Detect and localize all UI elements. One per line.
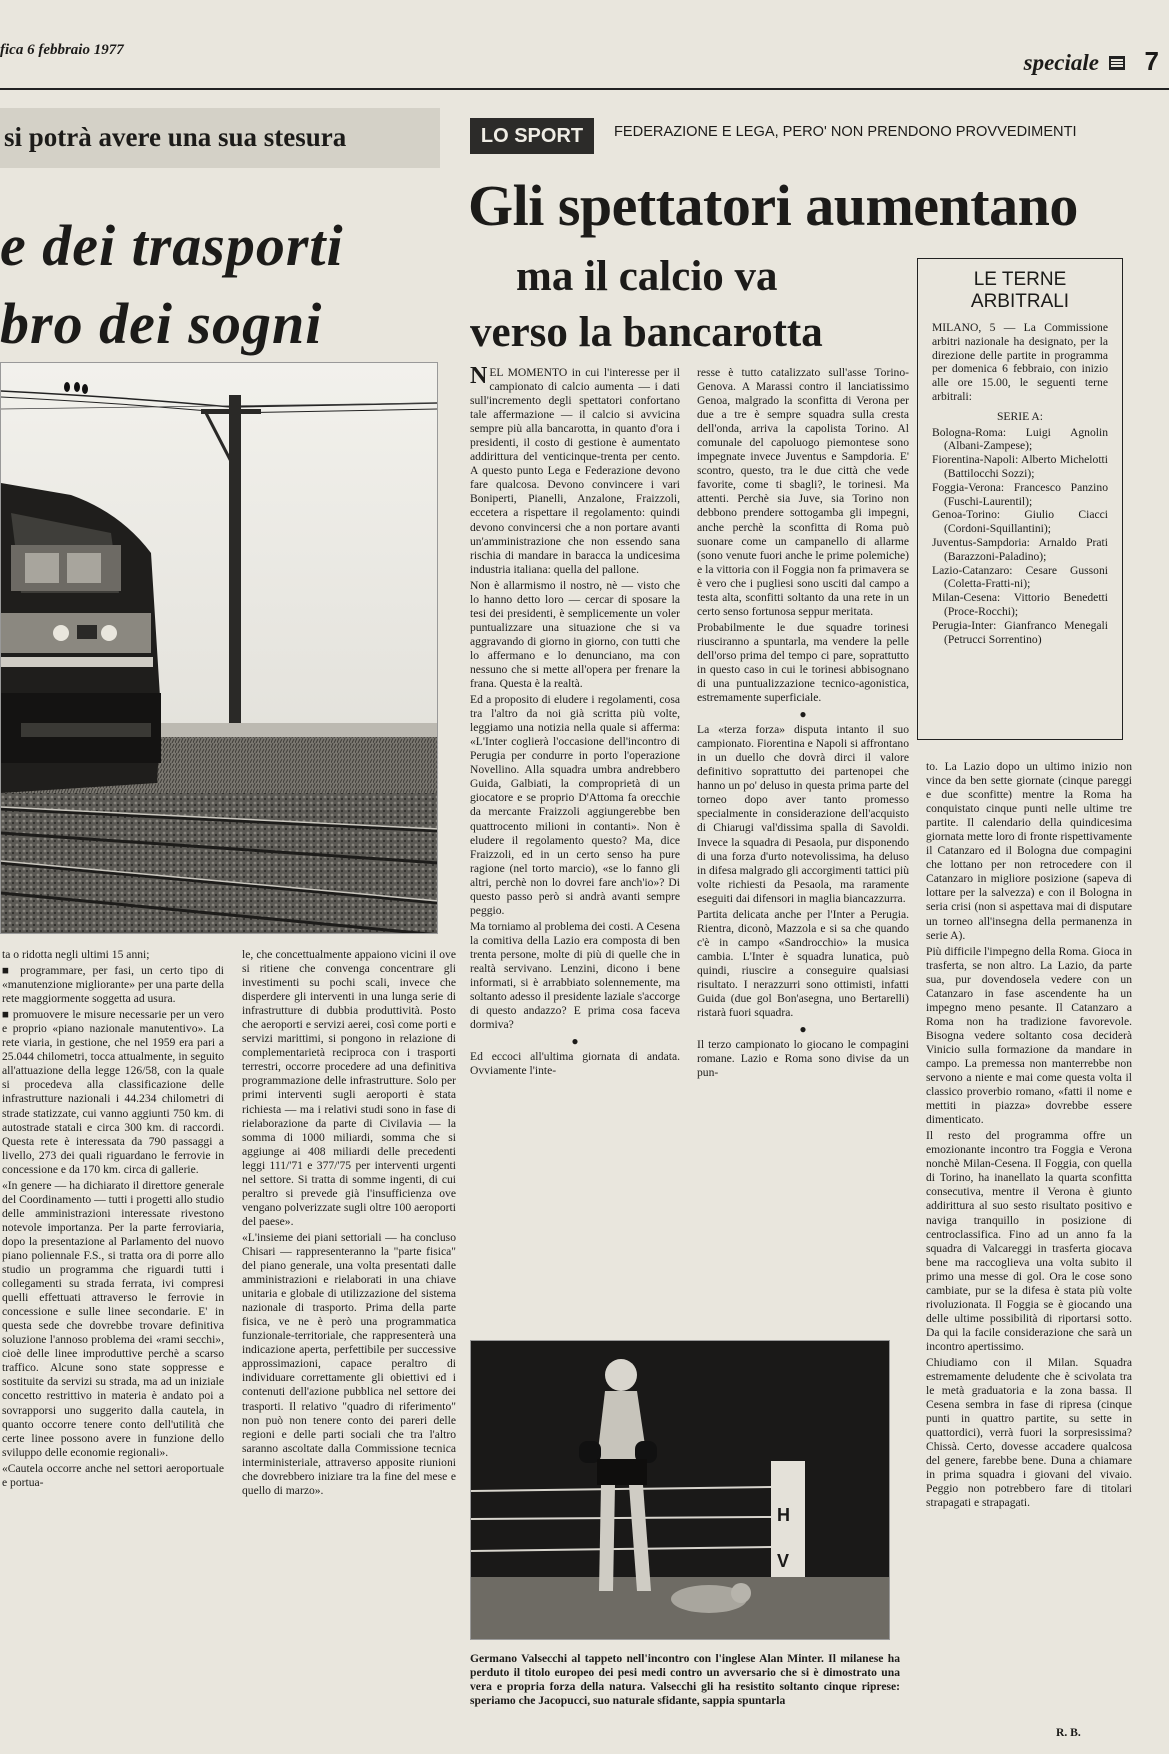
paragraph: le, che concettualmente appaiono vicini il ove si ritiene che convenga concentrare gli investimenti su pochi scali, invece che disperdere gli interventi in una lunga serie di infrastrutture di dubbia produttività. Posto che aeroporti e servizi aerei, così come porti e servizi marittimi, si pongono in relazione di complementarietà reciproca con i trasporti terrestri, occorre procedere ad una definitiva programmazione delle infrastrutture. Solo per primi interventi sugli aeroporti è stata richiesta — ma i relativi studi sono in fase di rielaborazione da parte di Civilavia — la somma di 1000 miliardi, somma che si aggiunge ai 408 miliardi delle precedenti leggi 111/'71 e 377/'75 per interventi urgenti nel settore. Si tratta di somme ingenti, di cui peraltro si prevede già l'insufficienza ove vengano polverizzate sugli oltre 100 aeroporti del paese».: [242, 948, 456, 1228]
bullet-separator: ●: [571, 1034, 579, 1049]
referee-match: Lazio-Catanzaro: Cesare Gussoni (Coletta-Fratti-ni);: [932, 563, 1108, 591]
bullet-separator: ●: [799, 1022, 807, 1037]
paragraph-text: EL MOMENTO in cui l'interesse per il campionato di calcio aumenta — i dati sull'incremento degli spettatori confortano tale affermazione — il calcio si avvicina sempre più alla bancarotta, in quanto d'ora i presidenti, il costo di gestione è aumentato addirittura del venticinque-trenta per cento. A questo punto Lega e Federazione devono fare qualcosa. Devono convincere i vari Boniperti, Pianelli, Anzalone, Fraizzoli, eccetera a rispettare il regolamento: quindi devono convincersi che a non portare avanti un'amministrazione che non essendo sana rischia di mandare in baracca la undicesima industria italiana: quella del pallone.: [470, 366, 680, 576]
referee-match: Milan-Cesena: Vittorio Benedetti (Proce-Rocchi);: [932, 591, 1108, 618]
left-headline-line-2: bro dei sogni: [0, 291, 323, 356]
train-photo: [0, 362, 438, 934]
article-headline: Gli spettatori aumentano: [468, 173, 1078, 238]
photo-caption: Germano Valsecchi al tappeto nell'incontro con l'inglese Alan Minter. Il milanese ha perduto il titolo europeo dei pesi medi contro un avversario che si è dimostrato una vera e propria forza della natura. Valsecchi gli ha resistito soltanto cinque riprese: speriamo che Jacopucci, suo naturale sfidante, sappia spuntarla: [470, 1652, 900, 1707]
referees-serie: SERIE A:: [996, 409, 1044, 423]
referee-match: Juventus-Sampdoria: Arnaldo Prati (Barazzoni-Paladino);: [932, 535, 1108, 563]
paragraph: Ma torniamo al problema dei costi. A Cesena la comitiva della Lazio era composta di ben trenta persone, molte di più di quelle che in realtà servivano. Lenzini, dicono i bene informati, si è arrabbiato solennemente, ma soltanto adesso il presidente laziale s'accorge di questo andazzo? E prima cosa faceva dormiva?: [470, 919, 680, 1032]
sport-article-column-2: [697, 366, 909, 1306]
header-rule: [0, 88, 1169, 90]
date-line: fica 6 febbraio 1977: [0, 42, 124, 58]
author-signature: R. B.: [1056, 1726, 1081, 1739]
paragraph: Partita delicata anche per l'Inter a Perugia. Rientra, diconò, Mazzola e si sa che quando c'è in campo «Sandrocchio» la musica cambia. L'Inter è squadra lunatica, può quindi, riuscire a conseguire qualsiasi risultato. I nerazzurri sono ottimisti, infatti Guida (due gol Bon'asegna, uno Bertarelli) ristarà fuori squadra.: [697, 907, 909, 1020]
paragraph: La «terza forza» disputa intanto il suo campionato. Fiorentina e Napoli si affrontano in un duello che dovrà dirci il valore definitivo soprattutto dei partenopei che hanno un po' deluso in questa prima parte del torneo dopo aver tanto promesso specialmente in considerazione dell'acquisto di Chiarugi val'dissima spalla di Savoldi. Invece la squadra di Pesaola, pur disponendo di una forza d'urto notevolissima, ha deluso in difesa malgrado gli accorgimenti tattici più volte richiesti da Pesaola, ma raramente eseguiti dai difensori in maglia biancazzurra.: [697, 723, 909, 905]
boxing-photo: [470, 1340, 890, 1640]
left-banner-text: si potrà avere una sua stesura: [4, 122, 347, 152]
paragraph: to. La Lazio dopo un ultimo inizio non vince da ben sette giornate (cinque pareggi e due sconfitte) mentre la Roma ha conquistato cinque punti nelle ultime tre partite. Il calendario della quindicesima giornata mette loro di fronte rispettivamente il Catanzaro ed il Bologna due compagini che lottano per non retrocedere con il Catanzaro in migliore posizione (sapeva di lottare per la salvezza) e con il Bologna in seria crisi (non si aspettava mai di disputare un torneo all'insegna della permanenza in serie A).: [926, 760, 1132, 942]
paragraph: Il terzo campionato lo giocano le compagini romane. Lazio e Roma sono divise da un pun-: [697, 1038, 909, 1080]
paragraph: Probabilmente le due squadre torinesi riusciranno a spuntarla, ma vendere la pelle dell'orso prima del tempo ci pare, soprattutto in questo caso in cui le torinesi abbisognano di una puntualizzazione tecnico-agonistica, estremamente superficiale.: [697, 620, 909, 705]
paragraph: ■ programmare, per fasi, un certo tipo di «manutenzione migliorante» per una parte della rete maggiormente soggetta ad usura.: [2, 964, 224, 1006]
referees-intro: MILANO, 5 — La Commissione arbitri nazionale ha designato, per la direzione delle partite in programma per domenica 6 febbraio, con inizio alle ore 15.00, le seguenti terne arbitrali:: [932, 321, 1108, 403]
section-name: speciale: [1023, 50, 1099, 75]
paragraph: ta o ridotta negli ultimi 15 anni;: [2, 948, 150, 961]
article-kicker: FEDERAZIONE E LEGA, PERO' NON PRENDONO PROVVEDIMENTI: [614, 124, 1077, 140]
referee-match: Genoa-Torino: Giulio Ciacci (Cordoni-Squillantini);: [932, 508, 1108, 536]
boxing-photo-illustration: [471, 1341, 890, 1640]
paragraph: Chiudiamo con il Milan. Squadra estremamente deludente che è scivolata tra le metà graduatoria e la zona bassa. Il Cesena sembra in fase di ripresa (cinque punti in quattro partite, su sette in quattordici), verrà fuori la sorpresissima? Chissà. Certo, dovesse accadere qualcosa del genere, farebbe bene. Duna a chiamare in prima squadra i giovani del vivaio. Peggio non potrebbero fare di titolari strapagati e strapagati.: [926, 1355, 1132, 1510]
train-photo-illustration: [1, 363, 438, 934]
referee-match: Foggia-Verona: Francesco Panzino (Fuschi-Laurentil);: [932, 480, 1108, 508]
left-banner: [0, 108, 440, 168]
sport-article-column-1: [470, 366, 680, 1306]
svg-text:V: V: [777, 1551, 790, 1571]
referees-box: [917, 258, 1123, 740]
dropcap: N: [470, 366, 488, 389]
paragraph: Ed a proposito di eludere i regolamenti, cosa tra l'altro da noi già scritta più volte, leggiamo una notizia nella quale si afferma: «L'Inter coglierà l'occasione dell'incontro di Perugia per condurre in porto l'operazione Novellino. Alla squadra umbra andrebbero Guida, Galbiati, la comproprietà di un giocatore e se proprio D'Attoma fa orecchie da mercante Fraizzoli aggiungerebbe ben quattrocento milioni in contanti». Non è eludere il regolamento questo? Ma, dice Fraizzoli, ed in un certo senso ha pure ragione (nel torto marcio), «se lo fanno gli altri, perchè non lo dovrei fare anch'io»? Di questo passo però si andrà avanti sempre peggio.: [470, 693, 680, 917]
referees-title: LE TERNE ARBITRALI: [970, 269, 1070, 312]
sport-article-column-3: [926, 760, 1132, 1740]
paragraph: Ed eccoci all'ultima giornata di andata. Ovviamente l'inte-: [470, 1050, 680, 1078]
paragraph: ■ promuovere le misure necessarie per un vero e proprio «piano nazionale manutentivo». La rete viaria, in gestione, che nel 1959 era pari a 25.044 chilometri, tocca attualmente, in seguito all'attuazione della legge 126/58, con la quale si procedeva alla classificazione delle infrastrutture nazionali i 44.234 chilometri di strade statizzate, cui vanno aggiunti 750 km. di autostrade statali e circa 300 km. di raccordi. Questa rete è interessata da 790 passaggi a livello, 273 dei quali riguardano le ferrovie in concessione e da 170 km. circa di gallerie.: [2, 1008, 224, 1176]
section-tag: LO SPORT: [470, 118, 594, 154]
bullet-separator: ●: [799, 707, 807, 722]
paragraph: «L'insieme dei piani settoriali — ha concluso Chisari — rappresenteranno la "parte fisica" del piano generale, una volta presentati dalle amministrazioni e rielaborati in una chiave unitaria e globale di utilizzazione del sistema nazionale di trasporto. Prima della parte fisica, ve ne è però una programmatica funzionale-territoriale, che rappresenterà una indicazione aperta, perfettibile per successive approssimazioni, capace peraltro di individuare correttamente gli obiettivi ed i contenuti dell'azione pubblica nel settore dei trasporti. Il relativo "quadro di riferimento" non può non tenere conto dei pareri delle regioni e delle parti sociali che tra l'altro saranno ascoltate dalla Commissione tecnica interministeriale, attraverso apposite riunioni che dovrebbero iniziare tra la fine del mese e quello di marzo».: [242, 1230, 456, 1497]
paragraph: resse è tutto catalizzato sull'asse Torino-Genova. A Marassi contro il lanciatissimo Genoa, malgrado la sconfitta di Verona per due a tre è sempre squadra sulla cresta dell'onda, arriva la capolista Torino. Al comunale del capoluogo piemontese sono impegnate invece Juventus e Sampdoria. E' scontro, questo, tra le due città che vede favorite, come ti sbagli?, le torinesi. Ma attenti. Perchè sia Juve, sia Torino non debbono prendere sottogamba gli impegni, anche perchè la sconfitta di Roma può suonare come un campanello di allarme (sono venute fuori anche le prime polemiche) e la vittoria con il Foggia non fa primavera se è vero che i pugliesi sono usciti dal campo a testa alta, sconfitti soltanto da una rete in un certo senso fortunosa seppur meritata.: [697, 366, 909, 618]
section-square-icon: [1109, 56, 1125, 70]
left-headline-line-1: e dei trasporti: [0, 213, 344, 278]
referee-match: Bologna-Roma: Luigi Agnolin (Albani-Zampese);: [932, 425, 1108, 453]
svg-text:H: H: [777, 1505, 790, 1525]
referee-match: Perugia-Inter: Gianfranco Menegali (Petrucci Sorrentino): [932, 618, 1108, 646]
paragraph: Più difficile l'impegno della Roma. Gioca in trasferta, se non altro. La Lazio, da parte sua, pur dovendosela vedere con un Catanzaro in fase ascendente ha un impegno meno pesante. Il Catanzaro a Roma non ha tradizione favorevole. Bisogna vedere soltanto cosa deciderà Vinicio sulla formazione da mandare in campo. La premessa non manterrebbe non servono a niente e mai come questa volta il classico proverbio romano, «fatti il nome e mettiti in piazza» dovrebbe essere dimenticato.: [926, 944, 1132, 1127]
paragraph: «In genere — ha dichiarato il direttore generale del Coordinamento — tutti i progetti allo studio delle amministrazioni interessate rivestono notevole importanza. Per la parte ferroviaria, dopo la presentazione al Parlamento del nuovo piano poliennale F.S., si tratta ora di porre allo studio un programma che riguardi tutti i collegamenti su strada ferrata, ivi compresi quelli effettuati attraverso le ferrovie in concessione e sulle linee secondarie. E' in questa sede che dovrebbe trovare definitiva soluzione l'annoso problema dei «rami secchi», cioè delle linee improduttive perchè a scarso traffico. Alcune sono state soppresse e sostituite da servizi su strada, ma ad un iniziale concetto restrittivo in materia è andato poi a sovrapporsi uno suggerito dalla cautela, in quanto occorre tenere conto dell'utilità che certe linee possono avere in funzione dello sviluppo delle economie regionali».: [2, 1178, 224, 1459]
paragraph: [470, 366, 680, 577]
referee-match: Fiorentina-Napoli: Alberto Michelotti (Battilocchi Sozzi);: [932, 453, 1108, 480]
page-header: [0, 40, 1169, 90]
page-number: 7: [1144, 46, 1159, 76]
paragraph: Il resto del programma offre un emozionante incontro tra Foggia e Verona nonchè Milan-Cesena. Il Foggia, con quella di Torino, ha inanellato la quarta sconfitta consecutiva, mentre il Verona è giunto addirittura al suo sesto risultato positivo e naviga tranquillo in posizione di centroclassifica. Fino ad un anno fa la squadra di Valcareggi in trasferta giocava bene ma raccoglieva una volta subito il primo una messe di gol. Ora le cose sono cambiate, pur se la difesa è stata più volte rivoluzionata. Il Foggia se è giocando una delle ultime possibilità di riportarsi sotto. Da qui la facile considerazione che sarà un incontro apertissimo.: [926, 1129, 1132, 1353]
article-subheadline-line-1: ma il calcio va: [516, 253, 778, 300]
paragraph: Non è allarmismo il nostro, nè — visto che lo hanno detto loro — cercar di sposare la tesi dei presidenti, è semplicemente un voler puntualizzare una situazione che si va aggravando di giorno in giorno, con tutti che lo affermano e lo denunciano, ma con nessuno che si mette all'opera per frenare la frana. Questa è la realtà.: [470, 578, 680, 691]
left-article-column-2: [242, 948, 456, 1738]
article-subheadline-line-2: verso la bancarotta: [470, 309, 823, 356]
paragraph: «Cautela occorre anche nel settori aeroportuale e portua-: [2, 1461, 224, 1489]
left-article-column-1: [2, 948, 224, 1738]
